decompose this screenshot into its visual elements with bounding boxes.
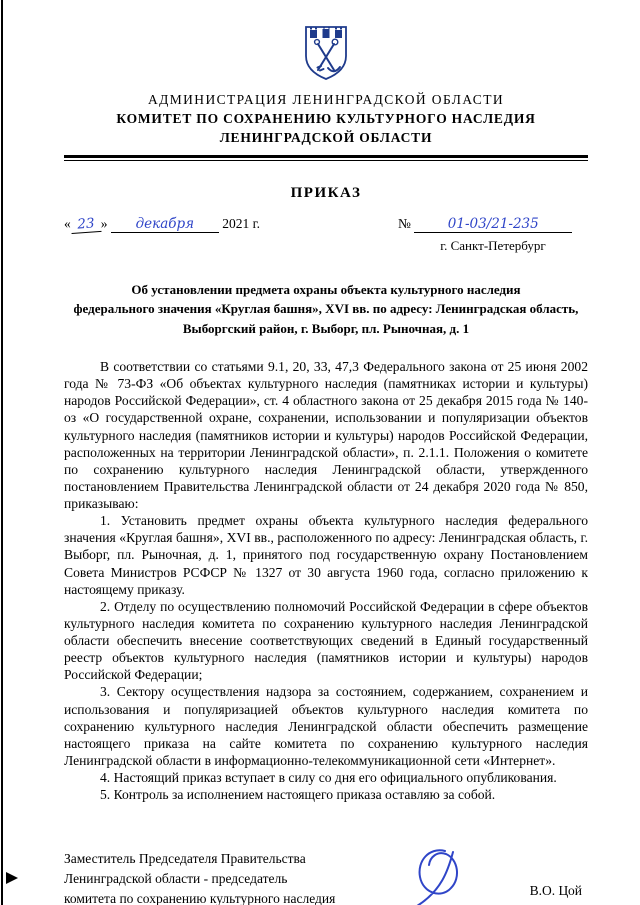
- date-month-handwritten: декабря: [111, 217, 219, 233]
- date-and-number-row: [64, 216, 588, 254]
- signer-position-line1: Заместитель Председателя Правительства: [64, 850, 306, 866]
- date-block: [64, 216, 260, 233]
- header-rule-thick: [64, 155, 588, 158]
- coat-of-arms-icon: [303, 24, 349, 82]
- number-handwritten: 01-03/21-235: [414, 217, 572, 233]
- scan-edge-line: [1, 0, 3, 905]
- subject-line-2: федерального значения «Круглая башня», XVI вв. по адресу: Ленинградская область,: [73, 301, 579, 316]
- signer-position-line2: Ленинградской области - председатель: [64, 870, 288, 886]
- org-name-line1: АДМИНИСТРАЦИЯ ЛЕНИНГРАДСКОЙ ОБЛАСТИ: [147, 92, 504, 107]
- number-block: [398, 216, 588, 254]
- document-type-title: ПРИКАЗ: [290, 185, 362, 201]
- body-paragraph-item-1: 1. Установить предмет охраны объекта культурного наследия федерального значения «Круглая башня», XVI вв., расположенного по адресу: Ленинградская область, г. Выборг, пл. Рыночная, д. 1, принятого под государственную охрану Постановлением Совета Министров РСФСР № 1327 от 30 августа 1960 года, согласно приложению к настоящему приказу.: [64, 513, 588, 597]
- body-paragraph-item-4: 4. Настоящий приказ вступает в силу со дня его официального опубликования.: [100, 770, 557, 785]
- body-paragraph-preamble: В соответствии со статьями 9.1, 20, 33, 47,3 Федерального закона от 25 июня 2002 года № 73-ФЗ «Об объектах культурного наследия (памятниках истории и культуры) народов Российской Федерации», ст. 4 областного закона от 25 декабря 2015 года № 140-оз «О государственной охране, сохранении, использовании и популяризации объектов культурного наследия (памятников истории и культуры) народов Российской Федерации, расположенных на территории Ленинградской области», п. 2.1.1. Положения о комитете по сохранению культурного наследия Ленинградской области, утвержденного постановлением Правительства Ленинградской области от 24 декабря 2020 года № 850, приказываю:: [64, 359, 588, 511]
- handwritten-signature-icon: [389, 843, 475, 905]
- date-close-quote: »: [100, 216, 108, 231]
- corner-mark: [6, 872, 18, 884]
- number-label: №: [398, 216, 411, 231]
- order-subject: [64, 280, 588, 339]
- header-rule-thin: [64, 160, 588, 161]
- org-name-line2: КОМИТЕТ ПО СОХРАНЕНИЮ КУЛЬТУРНОГО НАСЛЕДИЯ: [116, 111, 536, 126]
- header-emblem-wrap: [64, 24, 588, 87]
- date-open-quote: «: [64, 216, 71, 231]
- date-day-handwritten: 23: [70, 216, 101, 234]
- body-paragraph-item-2: 2. Отделу по осуществлению полномочий Российской Федерации в сфере объектов культурного наследия комитета по сохранению культурного наследия Ленинградской области обеспечить внесение соответствующих сведений в Единый государственный реестр объектов культурного наследия (памятников истории и культуры) народов Российской Федерации;: [64, 598, 588, 683]
- subject-line-1: Об установлении предмета охраны объекта культурного наследия: [131, 281, 521, 297]
- signer-position: [64, 849, 335, 905]
- signature-block: [64, 837, 588, 905]
- number-line: [398, 216, 588, 233]
- signature-scribble-wrap: [335, 843, 529, 905]
- signer-position-line3: комитета по сохранению культурного наследия: [64, 891, 336, 905]
- date-year: 2021 г.: [222, 216, 261, 231]
- issue-place: г. Санкт-Петербург: [440, 237, 546, 253]
- org-name-line3: ЛЕНИНГРАДСКОЙ ОБЛАСТИ: [219, 130, 433, 145]
- subject-line-3: Выборгский район, г. Выборг, пл. Рыночная, д. 1: [182, 320, 470, 336]
- body-paragraph-item-5: 5. Контроль за исполнением настоящего приказа оставляю за собой.: [100, 787, 496, 803]
- signer-name: В.О. Цой: [529, 883, 582, 899]
- order-body: [64, 358, 588, 803]
- body-paragraph-item-3: 3. Сектору осуществления надзора за состоянием, содержанием, сохранением и использования и популяризацией объектов культурного наследия комитета по сохранению культурного наследия Ленинградской области обеспечить размещение настоящего приказа на сайте комитета по сохранению культурного наследия Ленинградской области в информационно-телекоммуникационной сети «Интернет».: [64, 684, 588, 768]
- document-content: [64, 0, 588, 905]
